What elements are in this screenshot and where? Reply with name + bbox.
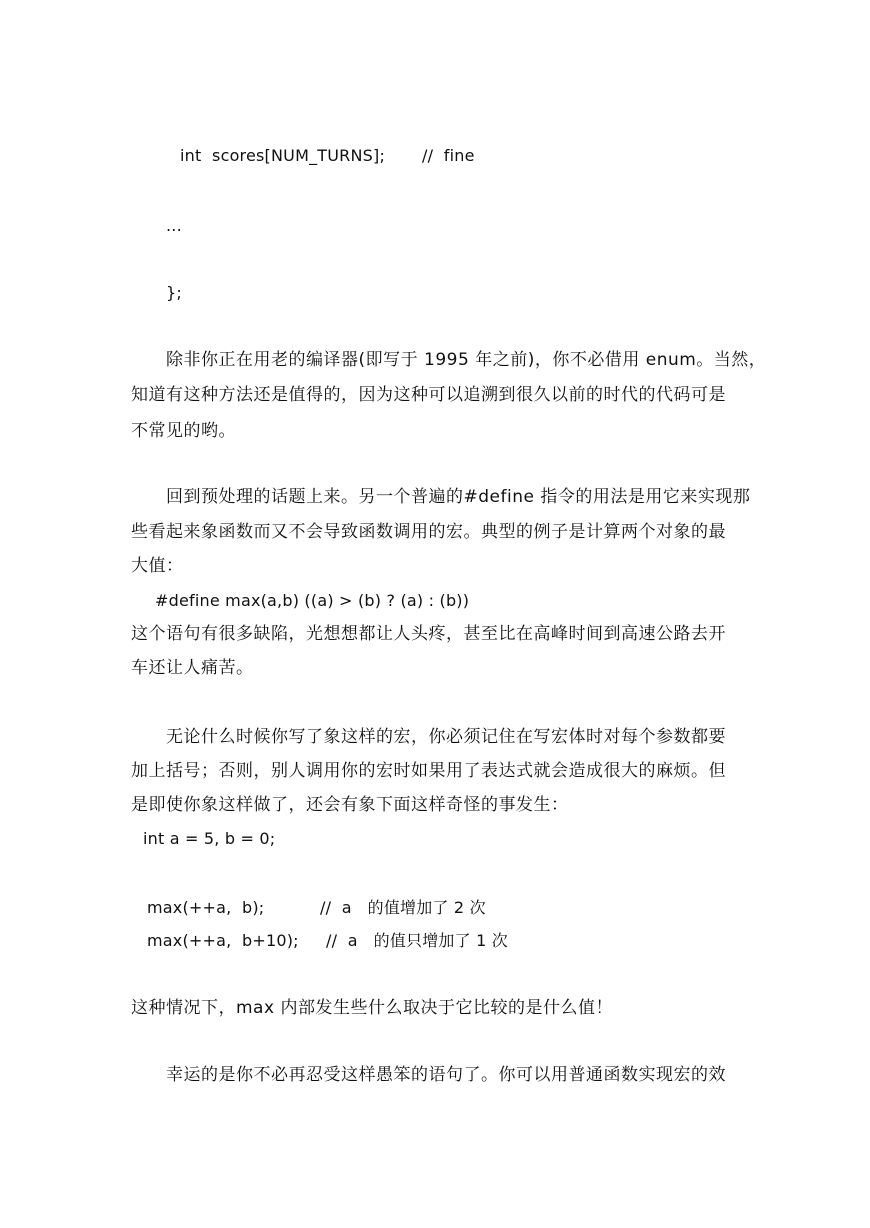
- code-int-declaration: int a = 5, b = 0;: [143, 829, 276, 848]
- paragraph-macro-line-1: 回到预处理的话题上来。另一个普遍的#define 指令的用法是用它来实现那: [166, 487, 751, 507]
- code-max-call-2: max(++a, b+10);: [147, 931, 299, 950]
- paragraph-parens-line-3: 是即使你象这样做了，还会有象下面这样奇怪的事发生：: [131, 795, 569, 815]
- paragraph-max-behavior: 这种情况下，max 内部发生些什么取决于它比较的是什么值！: [131, 998, 613, 1018]
- code-define-max: #define max(a,b) ((a) > (b) ? (a) : (b)): [155, 591, 470, 610]
- code-comment-2: // a 的值只增加了 1 次: [326, 931, 508, 950]
- paragraph-parens-line-1: 无论什么时候你写了象这样的宏，你必须记住在写宏体时对每个参数都要: [166, 727, 726, 747]
- paragraph-parens-line-2: 加上括号；否则，别人调用你的宏时如果用了表达式就会造成很大的麻烦。但: [131, 761, 726, 781]
- paragraph-macro-line-2: 些看起来象函数而又不会导致函数调用的宏。典型的例子是计算两个对象的最: [131, 522, 726, 542]
- paragraph-enum-line-3: 不常见的哟。: [131, 421, 236, 441]
- code-max-call-1: max(++a, b);: [147, 898, 265, 917]
- paragraph-enum-line-1: 除非你正在用老的编译器(即写于 1995 年之前)，你不必借用 enum。当然，: [166, 350, 767, 370]
- code-comment-1: // a 的值增加了 2 次: [320, 898, 486, 917]
- code-scores-declaration: int scores[NUM_TURNS];: [180, 146, 386, 165]
- code-closing-brace: };: [166, 283, 182, 302]
- paragraph-macro-line-5: 车还让人痛苦。: [131, 658, 254, 678]
- paragraph-fortunately-line-1: 幸运的是你不必再忍受这样愚笨的语句了。你可以用普通函数实现宏的效: [166, 1065, 726, 1085]
- paragraph-macro-line-4: 这个语句有很多缺陷，光想想都让人头疼，甚至比在高峰时间到高速公路去开: [131, 624, 726, 644]
- paragraph-enum-line-2: 知道有这种方法还是值得的，因为这种可以追溯到很久以前的时代的代码可是: [131, 385, 726, 405]
- code-ellipsis: ...: [166, 216, 182, 235]
- code-comment-fine: // fine: [422, 146, 475, 165]
- paragraph-macro-line-3: 大值：: [131, 556, 184, 576]
